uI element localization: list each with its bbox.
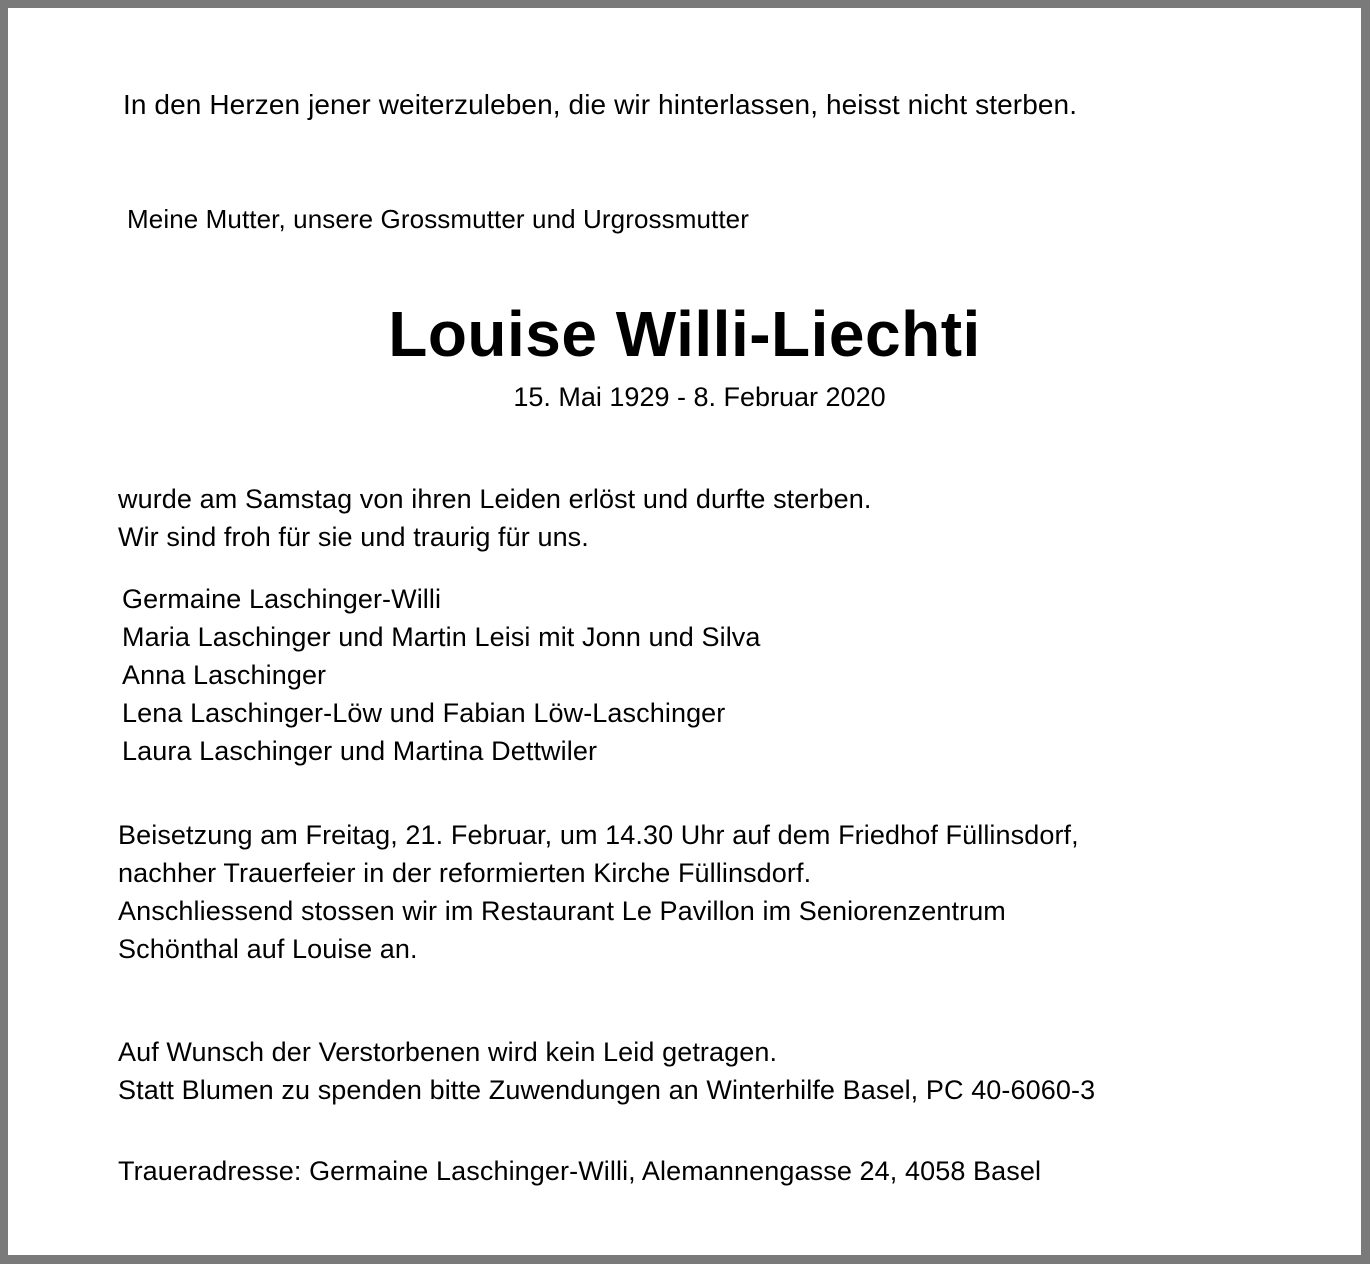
motto-quote: In den Herzen jener weiterzuleben, die wir hinterlassen, heisst nicht sterben. [123,89,1078,120]
wishes-line: Statt Blumen zu spenden bitte Zuwendungen an Winterhilfe Basel, PC 40-6060-3 [118,1075,1096,1105]
deceased-name: Louise Willi-Liechti [388,298,981,370]
family-member: Anna Laschinger [122,660,327,690]
burial-line: Beisetzung am Freitag, 21. Februar, um 14.30 Uhr auf dem Friedhof Füllinsdorf, [118,820,1079,850]
message-line: wurde am Samstag von ihren Leiden erlöst und durfte sterben. [118,484,872,514]
family-member: Lena Laschinger-Löw und Fabian Löw-Laschinger [122,698,726,728]
obituary-notice [8,8,1361,1255]
mourning-address [118,1152,1041,1190]
family-list [122,580,761,770]
message-paragraph [118,480,871,556]
burial-line: Anschliessend stossen wir im Restaurant Le Pavillon im Seniorenzentrum [118,896,1006,926]
burial-line: nachher Trauerfeier in der reformierten Kirche Füllinsdorf. [118,858,812,888]
burial-line: Schönthal auf Louise an. [118,934,418,964]
family-member: Germaine Laschinger-Willi [122,584,442,614]
family-member: Maria Laschinger und Martin Leisi mit Jonn und Silva [122,622,761,652]
life-dates: 15. Mai 1929 - 8. Februar 2020 [513,382,886,412]
family-member: Laura Laschinger und Martina Dettwiler [122,736,598,766]
message-line: Wir sind froh für sie und traurig für uns. [118,522,589,552]
address-line: Traueradresse: Germaine Laschinger-Willi, Alemannengasse 24, 4058 Basel [118,1156,1042,1186]
burial-details [118,816,1079,968]
intro-line: Meine Mutter, unsere Grossmutter und Urgrossmutter [127,204,750,234]
wishes-line: Auf Wunsch der Verstorbenen wird kein Leid getragen. [118,1037,778,1067]
wishes-paragraph [118,1033,1095,1109]
